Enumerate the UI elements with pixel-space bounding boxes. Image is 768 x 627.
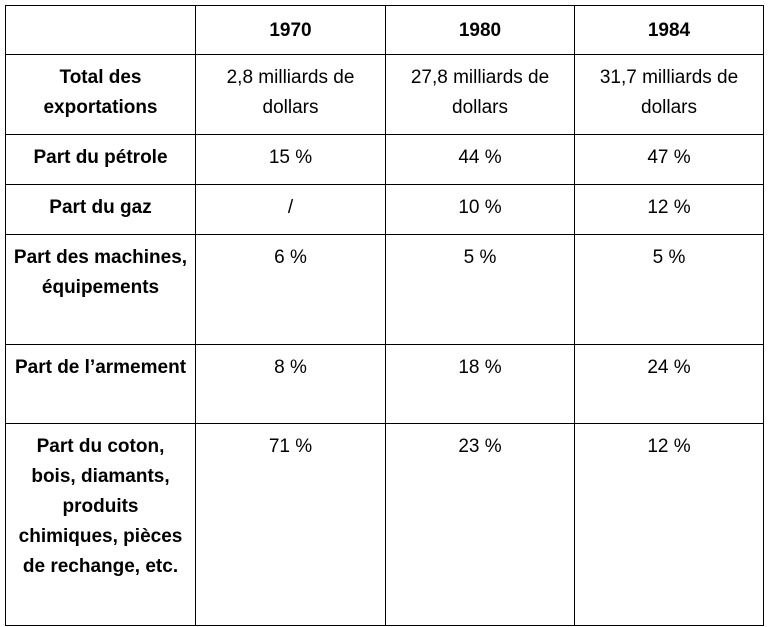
table-cell: 2,8 milliards de dollars (196, 55, 386, 135)
corner-cell (6, 6, 196, 55)
table-cell: 24 % (575, 345, 764, 424)
header-row (6, 6, 764, 55)
table-cell: 71 % (196, 424, 386, 626)
year-header-1984: 1984 (575, 6, 764, 55)
row-label-total: Total des exportations (6, 55, 196, 135)
table-cell: 12 % (575, 185, 764, 235)
year-header-1980: 1980 (386, 6, 575, 55)
table-cell: 8 % (196, 345, 386, 424)
row-label-coton: Part du coton, bois, diamants, produits chimiques, pièces de rechange, etc. (6, 424, 196, 626)
row-label-machines: Part des machines, équipements (6, 235, 196, 345)
table-row (6, 235, 764, 345)
year-header-1970: 1970 (196, 6, 386, 55)
row-label-petrole: Part du pétrole (6, 135, 196, 185)
table-cell: 27,8 milliards de dollars (386, 55, 575, 135)
table-cell: 5 % (386, 235, 575, 345)
table-row (6, 185, 764, 235)
table-cell: 15 % (196, 135, 386, 185)
table-cell: 31,7 milliards de dollars (575, 55, 764, 135)
table-row (6, 424, 764, 626)
table-cell: 44 % (386, 135, 575, 185)
table-cell: 12 % (575, 424, 764, 626)
table-row (6, 55, 764, 135)
table-cell: 5 % (575, 235, 764, 345)
table-row (6, 345, 764, 424)
row-label-gaz: Part du gaz (6, 185, 196, 235)
table-row (6, 135, 764, 185)
row-label-armement: Part de l’armement (6, 345, 196, 424)
table-cell: 47 % (575, 135, 764, 185)
exports-table (5, 5, 764, 626)
table-cell: / (196, 185, 386, 235)
table-cell: 10 % (386, 185, 575, 235)
table-cell: 6 % (196, 235, 386, 345)
table-cell: 18 % (386, 345, 575, 424)
table-cell: 23 % (386, 424, 575, 626)
